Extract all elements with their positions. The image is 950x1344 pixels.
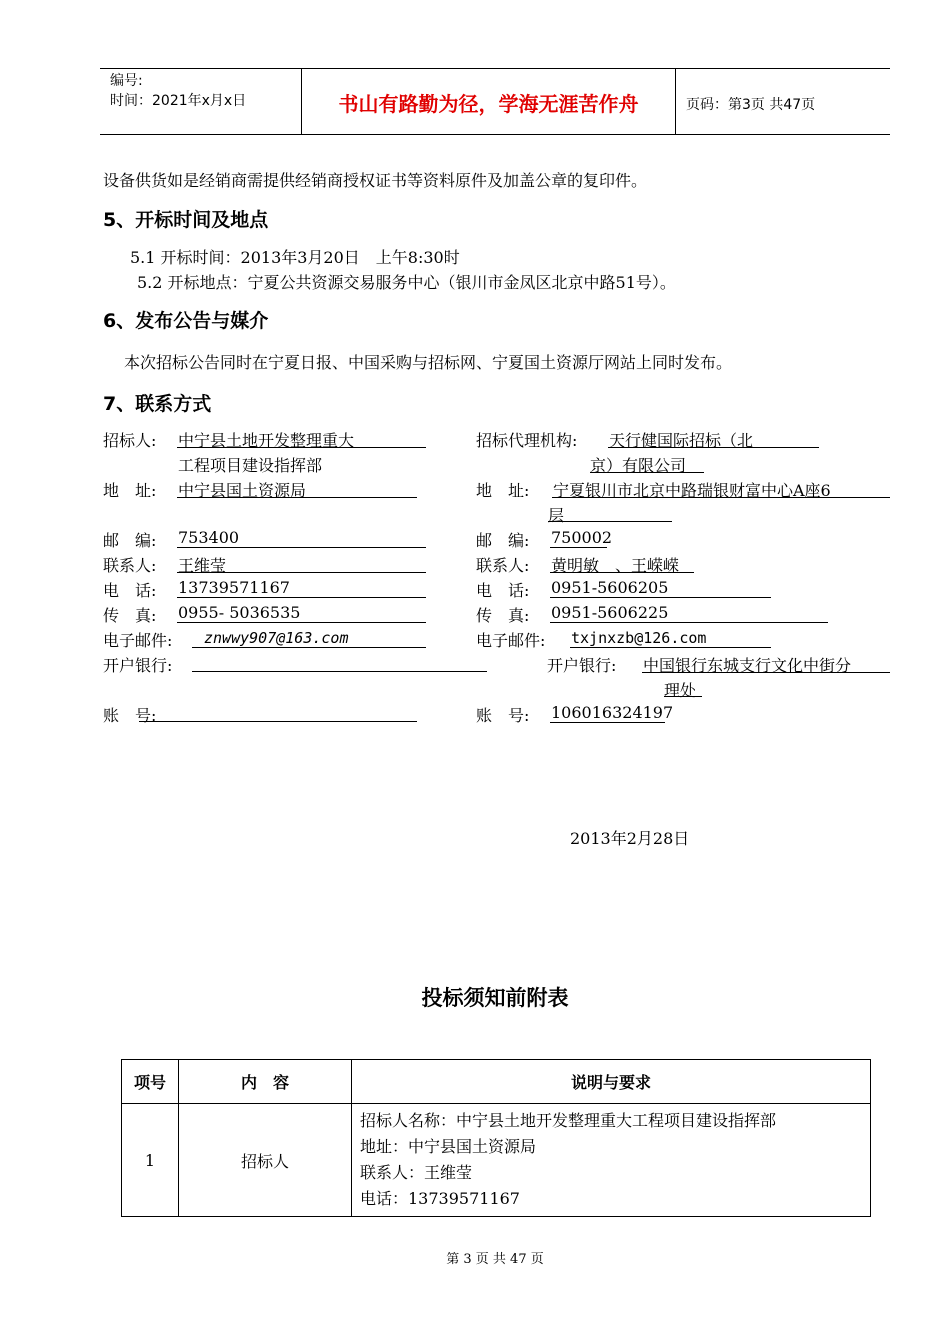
annex-table: [121, 1059, 871, 1217]
section5-place: 5.2 开标地点：宁夏公共资源交易服务中心（银川市金凤区北京中路51号）。: [137, 273, 676, 292]
tenderer-bank-label: 开户银行:: [103, 656, 173, 675]
requirement-line: 联系人：王维莹: [360, 1163, 473, 1182]
agency-account-label: 账 号:: [476, 706, 530, 725]
section5-time: 5.1 开标时间：2013年3月20日 上午8:30时: [130, 248, 460, 267]
tenderer-phone: 13739571167: [178, 578, 290, 597]
page-footer: 第 3 页 共 47 页: [446, 1252, 544, 1267]
requirement-line: 地址：中宁县国土资源局: [360, 1137, 537, 1156]
tenderer-address-label: 地 址:: [103, 481, 157, 500]
agency-fax: 0951-5606225: [551, 603, 669, 622]
tenderer-postcode-label: 邮 编:: [103, 531, 157, 550]
tenderer-label: 招标人:: [103, 431, 157, 450]
section7-heading: 7、联系方式: [103, 393, 212, 415]
tenderer-email-label: 电子邮件:: [103, 631, 173, 650]
agency-postcode-label: 邮 编:: [476, 531, 530, 550]
agency-address-underline-2: [548, 521, 672, 522]
tenderer-contact-label: 联系人:: [103, 556, 157, 575]
tenderer-fax-underline: [177, 622, 426, 623]
section6-text: 本次招标公告同时在宁夏日报、中国采购与招标网、宁夏国土资源厅网站上同时发布。: [124, 353, 733, 372]
agency-name-line1: 天行健国际招标（北: [609, 431, 754, 450]
requirement-line: 电话：13739571167: [360, 1189, 520, 1208]
tenderer-phone-underline: [177, 597, 426, 598]
header-motto: 书山有路勤为径，学海无涯苦作舟: [338, 92, 639, 116]
agency-bank-underline-2: [664, 696, 702, 697]
section6-heading: 6、发布公告与媒介: [103, 310, 269, 332]
agency-phone: 0951-5606205: [551, 578, 669, 597]
agency-phone-label: 电 话:: [476, 581, 530, 600]
annex-header-item: 内 容: [179, 1060, 352, 1104]
agency-account: 106016324197: [551, 703, 674, 722]
tenderer-postcode-underline: [177, 547, 426, 548]
annex-row-requirement: [352, 1104, 871, 1217]
agency-email-underline: [570, 647, 771, 648]
agency-underline-2: [590, 472, 704, 473]
annex-header-row: [122, 1060, 871, 1104]
tenderer-email-underline: [192, 647, 426, 648]
agency-fax-label: 传 真:: [476, 606, 530, 625]
tenderer-account-underline: [139, 721, 417, 722]
agency-postcode-underline: [550, 547, 607, 548]
tenderer-account-label: 账 号:: [103, 706, 157, 725]
tenderer-bank-underline: [192, 671, 487, 672]
agency-contact: 黄明敏 、王嵘嵘: [551, 556, 680, 575]
tenderer-name-line1: 中宁县土地开发整理重大: [178, 431, 355, 450]
agency-underline: [608, 447, 819, 448]
agency-bank-line2: 理处: [664, 681, 697, 700]
tenderer-fax: 0955- 5036535: [178, 603, 301, 622]
requirement-line: 招标人名称：中宁县土地开发整理重大工程项目建设指挥部: [360, 1111, 777, 1130]
tenderer-phone-label: 电 话:: [103, 581, 157, 600]
agency-phone-underline: [550, 597, 771, 598]
tenderer-contact: 王维莹: [178, 556, 227, 575]
agency-fax-underline: [550, 622, 828, 623]
tenderer-underline: [177, 447, 426, 448]
agency-contact-label: 联系人:: [476, 556, 530, 575]
agency-postcode: 750002: [551, 528, 613, 547]
table-row: [122, 1104, 871, 1217]
header-bottom-rule: [100, 134, 890, 135]
section5-heading: 5、开标时间及地点: [103, 209, 269, 231]
agency-email: txjnxzb@126.com: [571, 629, 707, 647]
agency-bank-label: 开户银行:: [547, 656, 617, 675]
annex-header-no: 项号: [122, 1060, 179, 1104]
header-number-label: 编号:: [110, 73, 143, 89]
annex-row-item: 招标人: [179, 1104, 352, 1217]
agency-address-label: 地 址:: [476, 481, 530, 500]
notice-date: 2013年2月28日: [570, 829, 690, 848]
agency-name-line2: 京）有限公司: [590, 456, 687, 475]
tenderer-address: 中宁县国土资源局: [178, 481, 307, 500]
agency-contact-underline: [550, 572, 694, 573]
agency-address-underline: [552, 497, 890, 498]
annex-title: 投标须知前附表: [421, 986, 569, 1010]
agency-email-label: 电子邮件:: [476, 631, 546, 650]
agency-bank-underline: [642, 672, 890, 673]
tenderer-postcode: 753400: [178, 528, 240, 547]
annex-row-no: 1: [122, 1104, 179, 1217]
agency-bank-line1: 中国银行东城支行文化中街分: [643, 656, 852, 675]
header-divider-right: [675, 68, 676, 134]
agency-label: 招标代理机构:: [476, 431, 578, 450]
agency-address-line1: 宁夏银川市北京中路瑞银财富中心A座6: [553, 481, 831, 500]
tenderer-name-line2: 工程项目建设指挥部: [178, 456, 323, 475]
header-page-code: 页码：第3页 共47页: [686, 97, 816, 113]
agency-account-underline: [550, 722, 665, 723]
tenderer-address-underline: [177, 497, 417, 498]
tenderer-fax-label: 传 真:: [103, 606, 157, 625]
agency-address-line2: 层: [548, 506, 565, 525]
intro-line: 设备供货如是经销商需提供经销商授权证书等资料原件及加盖公章的复印件。: [103, 171, 648, 190]
annex-header-requirement: 说明与要求: [352, 1060, 871, 1104]
header-top-rule: [100, 68, 890, 69]
tenderer-contact-underline: [177, 572, 426, 573]
tenderer-email: znwwy907@163.com: [204, 629, 349, 647]
header-time: 时间：2021年x月x日: [110, 93, 247, 109]
